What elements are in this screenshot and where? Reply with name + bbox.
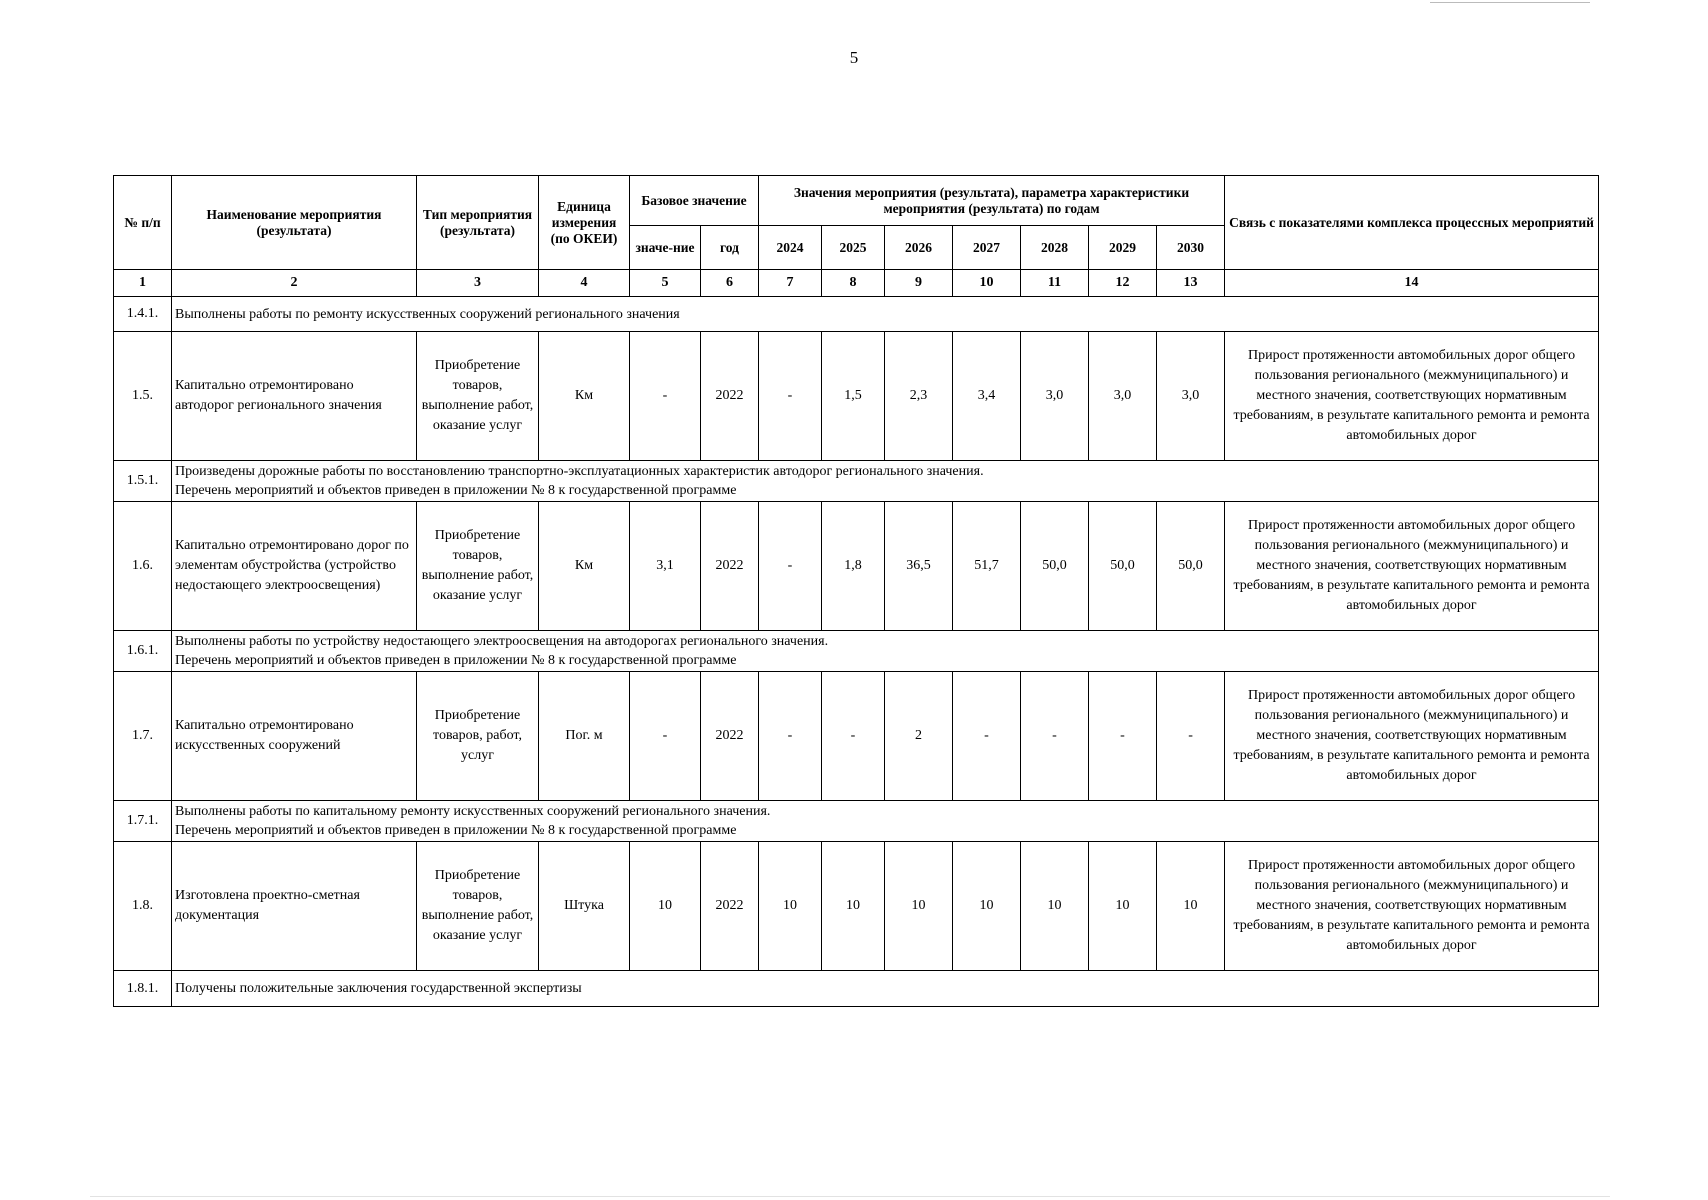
measures-table-wrapper <box>113 175 1599 1007</box>
measure-unit: Пог. м <box>539 672 630 801</box>
indicator-link: Прирост протяженности автомобильных дорог общего пользования регионального (межмуниципального) и местного значения, соответствующих нормативным требованиям, в результате капитального ремонта и ремонта автомобильных дорог <box>1225 502 1599 631</box>
header-base-value: значе-ние <box>630 226 701 270</box>
year-value: 2,3 <box>885 332 953 461</box>
year-value: 10 <box>1021 842 1089 971</box>
measure-type: Приобретение товаров, выполнение работ, оказание услуг <box>417 332 539 461</box>
table-row-subresult <box>114 971 1599 1007</box>
page-number: 5 <box>849 48 859 67</box>
table-row-measure <box>114 672 1599 801</box>
measure-name: Капитально отремонтировано дорог по элементам обустройства (устройство недостающего электроосвещения) <box>172 502 417 631</box>
row-number: 1.5. <box>114 332 172 461</box>
year-value: 3,4 <box>953 332 1021 461</box>
measure-name: Изготовлена проектно-сметная документация <box>172 842 417 971</box>
column-number: 13 <box>1157 270 1225 297</box>
header-year: 2030 <box>1157 226 1225 270</box>
base-value: - <box>630 332 701 461</box>
subresult-text <box>172 461 1599 502</box>
year-value: - <box>953 672 1021 801</box>
year-value: 3,0 <box>1021 332 1089 461</box>
indicator-link: Прирост протяженности автомобильных дорог общего пользования регионального (межмуниципального) и местного значения, соответствующих нормативным требованиям, в результате капитального ремонта и ремонта автомобильных дорог <box>1225 332 1599 461</box>
year-value: 10 <box>1157 842 1225 971</box>
subresult-text <box>172 971 1599 1007</box>
table-row-measure <box>114 332 1599 461</box>
indicator-link: Прирост протяженности автомобильных дорог общего пользования регионального (межмуниципального) и местного значения, соответствующих нормативным требованиям, в результате капитального ремонта и ремонта автомобильных дорог <box>1225 842 1599 971</box>
base-year: 2022 <box>701 502 759 631</box>
year-value: 36,5 <box>885 502 953 631</box>
subresult-line: Получены положительные заключения государственной экспертизы <box>175 981 582 996</box>
table-row-subresult <box>114 297 1599 332</box>
year-value: 1,8 <box>822 502 885 631</box>
subresult-line: Перечень мероприятий и объектов приведен в приложении № 8 к государственной программе <box>175 483 737 498</box>
row-number: 1.8.1. <box>114 971 172 1007</box>
year-value: 51,7 <box>953 502 1021 631</box>
measure-type: Приобретение товаров, выполнение работ, оказание услуг <box>417 842 539 971</box>
column-number: 12 <box>1089 270 1157 297</box>
table-row-measure <box>114 502 1599 631</box>
subresult-line: Перечень мероприятий и объектов приведен в приложении № 8 к государственной программе <box>175 653 737 668</box>
year-value: 50,0 <box>1157 502 1225 631</box>
header-year: 2027 <box>953 226 1021 270</box>
column-number: 7 <box>759 270 822 297</box>
year-value: 10 <box>759 842 822 971</box>
year-value: 10 <box>1089 842 1157 971</box>
year-value: 3,0 <box>1157 332 1225 461</box>
base-year: 2022 <box>701 842 759 971</box>
column-number: 1 <box>114 270 172 297</box>
subresult-text <box>172 801 1599 842</box>
measure-type: Приобретение товаров, выполнение работ, оказание услуг <box>417 502 539 631</box>
header-base-year: год <box>701 226 759 270</box>
column-number: 8 <box>822 270 885 297</box>
subresult-line: Произведены дорожные работы по восстановлению транспортно-эксплуатационных характеристик автодорог регионального значения. <box>175 464 984 479</box>
measures-table <box>113 175 1599 1007</box>
column-number: 9 <box>885 270 953 297</box>
measure-name: Капитально отремонтировано искусственных сооружений <box>172 672 417 801</box>
base-value: - <box>630 672 701 801</box>
header-year: 2026 <box>885 226 953 270</box>
header-year: 2024 <box>759 226 822 270</box>
header-unit: Единица измерения (по ОКЕИ) <box>539 176 630 270</box>
subresult-line: Выполнены работы по ремонту искусственных сооружений регионального значения <box>175 306 680 322</box>
row-number: 1.5.1. <box>114 461 172 502</box>
row-number: 1.6.1. <box>114 631 172 672</box>
table-row-subresult <box>114 631 1599 672</box>
year-value: 50,0 <box>1089 502 1157 631</box>
row-number: 1.8. <box>114 842 172 971</box>
subresult-line: Выполнены работы по устройству недостающего электроосвещения на автодорогах регионального значения. <box>175 634 829 649</box>
column-number: 10 <box>953 270 1021 297</box>
row-number: 1.7. <box>114 672 172 801</box>
year-value: 50,0 <box>1021 502 1089 631</box>
row-number: 1.4.1. <box>114 297 172 332</box>
subresult-text <box>172 631 1599 672</box>
header-values-by-year: Значения мероприятия (результата), параметра характеристики мероприятия (результата) по годам <box>759 176 1225 226</box>
base-year: 2022 <box>701 672 759 801</box>
year-value: 10 <box>822 842 885 971</box>
measure-type: Приобретение товаров, работ, услуг <box>417 672 539 801</box>
measure-unit: Штука <box>539 842 630 971</box>
subresult-line: Перечень мероприятий и объектов приведен в приложении № 8 к государственной программе <box>175 823 737 838</box>
column-number: 2 <box>172 270 417 297</box>
row-number: 1.7.1. <box>114 801 172 842</box>
column-number: 4 <box>539 270 630 297</box>
header-type: Тип мероприятия (результата) <box>417 176 539 270</box>
header-year: 2025 <box>822 226 885 270</box>
table-row-measure <box>114 842 1599 971</box>
year-value: - <box>759 332 822 461</box>
table-row-subresult <box>114 461 1599 502</box>
header-year: 2028 <box>1021 226 1089 270</box>
year-value: 10 <box>885 842 953 971</box>
column-number: 5 <box>630 270 701 297</box>
subresult-line: Выполнены работы по капитальному ремонту искусственных сооружений регионального значения. <box>175 804 771 819</box>
base-value: 3,1 <box>630 502 701 631</box>
column-number: 6 <box>701 270 759 297</box>
year-value: 10 <box>953 842 1021 971</box>
measure-unit: Км <box>539 502 630 631</box>
column-numbers-row <box>114 270 1599 297</box>
subresult-text <box>172 297 1599 332</box>
year-value: 3,0 <box>1089 332 1157 461</box>
scan-artifact-line <box>1430 2 1590 3</box>
year-value: 1,5 <box>822 332 885 461</box>
measure-name: Капитально отремонтировано автодорог регионального значения <box>172 332 417 461</box>
header-link: Связь с показателями комплекса процессных мероприятий <box>1225 176 1599 270</box>
year-value: - <box>1157 672 1225 801</box>
indicator-link: Прирост протяженности автомобильных дорог общего пользования регионального (межмуниципального) и местного значения, соответствующих нормативным требованиям, в результате капитального ремонта и ремонта автомобильных дорог <box>1225 672 1599 801</box>
header-name: Наименование мероприятия (результата) <box>172 176 417 270</box>
base-value: 10 <box>630 842 701 971</box>
base-year: 2022 <box>701 332 759 461</box>
header-no: № п/п <box>114 176 172 270</box>
year-value: - <box>1089 672 1157 801</box>
column-number: 3 <box>417 270 539 297</box>
header-year: 2029 <box>1089 226 1157 270</box>
column-number: 11 <box>1021 270 1089 297</box>
measure-unit: Км <box>539 332 630 461</box>
year-value: - <box>1021 672 1089 801</box>
scan-artifact-line <box>90 1196 1610 1197</box>
header-base: Базовое значение <box>630 176 759 226</box>
year-value: 2 <box>885 672 953 801</box>
table-row-subresult <box>114 801 1599 842</box>
year-value: - <box>759 672 822 801</box>
row-number: 1.6. <box>114 502 172 631</box>
year-value: - <box>822 672 885 801</box>
year-value: - <box>759 502 822 631</box>
column-number: 14 <box>1225 270 1599 297</box>
